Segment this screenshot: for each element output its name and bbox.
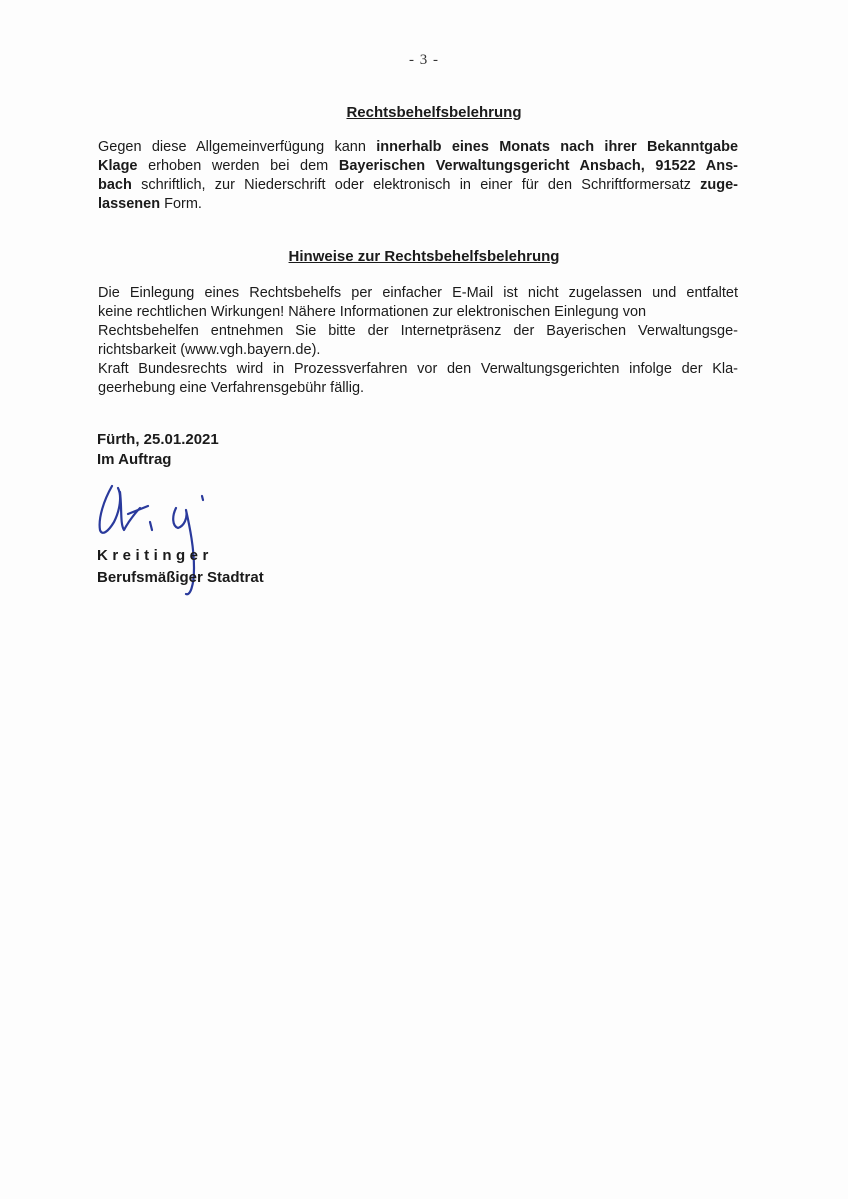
- legal-remedy-paragraph: [98, 138, 738, 214]
- page-number: - 3 -: [409, 52, 439, 68]
- text-line: Kraft Bundesrechts wird in Prozessverfahren vor den Verwaltungsgerichten infolge der Kla-: [98, 361, 738, 377]
- legal-remedy-heading: Rechtsbehelfsbelehrung: [346, 104, 522, 121]
- text-line: Klage erhoben werden bei dem Bayerischen Verwaltungsgericht Ansbach, 91522 Ans-: [98, 158, 738, 174]
- place-date: Fürth, 25.01.2021: [97, 431, 219, 448]
- remedy-notes-paragraph: [98, 284, 738, 398]
- closing-block: [97, 430, 219, 470]
- text-line: Gegen diese Allgemeinverfügung kann innerhalb eines Monats nach ihrer Bekanntgabe: [98, 139, 739, 155]
- signer-title: Berufsmäßiger Stadtrat: [97, 569, 264, 586]
- text-line: Rechtsbehelfen entnehmen Sie bitte der Internetpräsenz der Bayerischen Verwaltungsge-: [98, 323, 738, 339]
- on-behalf-label: Im Auftrag: [97, 451, 172, 468]
- text-line: Die Einlegung eines Rechtsbehelfs per einfacher E-Mail ist nicht zugelassen und entfaltet: [98, 285, 738, 301]
- text-line: geerhebung eine Verfahrensgebühr fällig.: [98, 380, 365, 396]
- signer-name: Kreitinger: [97, 547, 213, 564]
- signer-block: [97, 545, 264, 589]
- text-line: keine rechtlichen Wirkungen! Nähere Informationen zur elektronischen Einlegung von: [98, 304, 647, 320]
- text-line: lassenen Form.: [98, 196, 202, 212]
- remedy-notes-heading: Hinweise zur Rechtsbehelfsbelehrung: [288, 248, 560, 265]
- text-line: bach schriftlich, zur Niederschrift oder elektronisch in einer für den Schriftformersatz zuge-: [98, 177, 738, 193]
- text-line: richtsbarkeit (www.vgh.bayern.de).: [98, 342, 321, 358]
